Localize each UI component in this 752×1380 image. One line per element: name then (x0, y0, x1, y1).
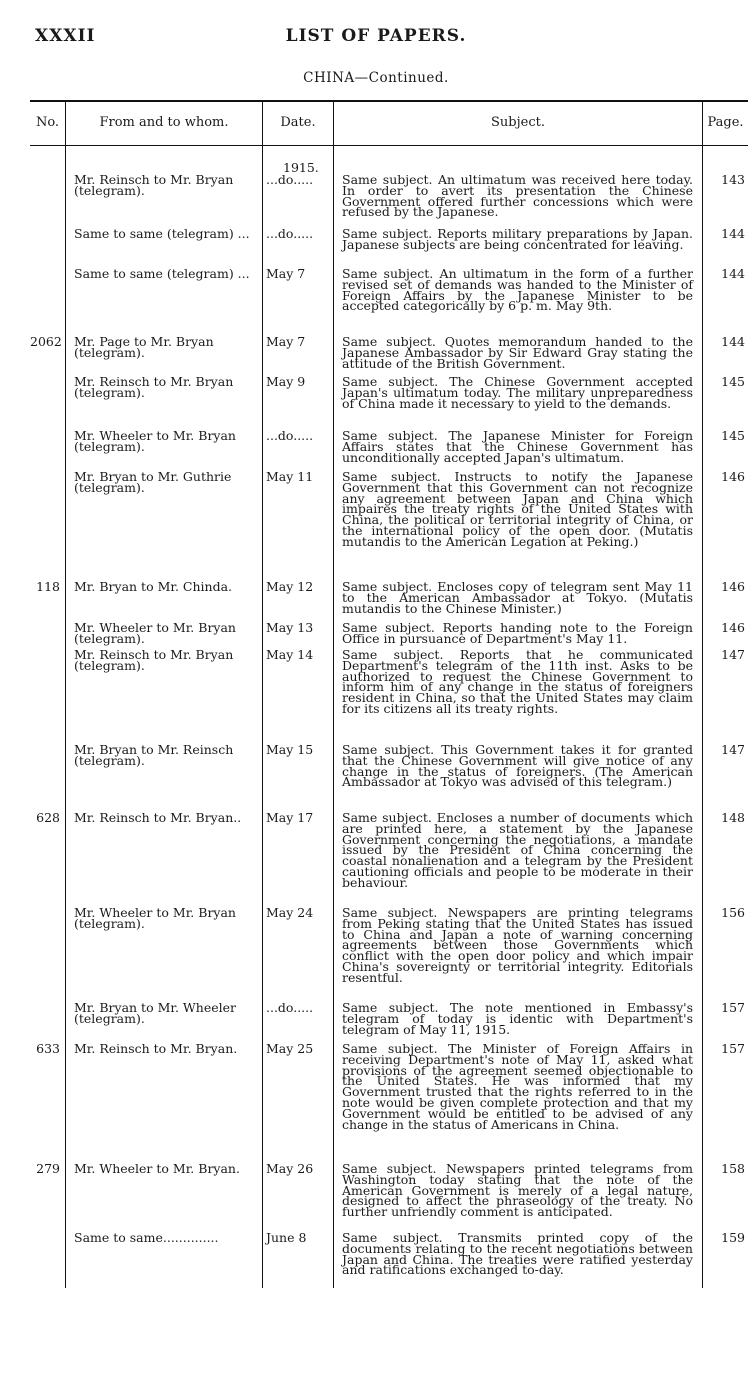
row-date: May 11 (266, 469, 314, 484)
row-subject: Same subject. Reports handing note to the Foreign Office in pursuance of Department's May 11. (342, 620, 693, 646)
row-date: May 26 (266, 1161, 314, 1176)
column-header-no: No. (35, 115, 60, 130)
row-subject: Same subject. The Minister of Foreign Affairs in receiving Department's note of May 11, asked what provisions of the agreement seemed objectionable to the United States. He was informed that my Government trusted that the rights referred to in the note would be given complete protection and that my Government would be entitled to be advised of any change in the status of Americans in China. (342, 1041, 693, 1132)
column-divider-3 (333, 101, 334, 1288)
row-page: 158 (721, 1161, 745, 1176)
row-page: 145 (721, 374, 745, 389)
row-date: ...do..... (266, 1000, 314, 1015)
row-from-to: Same to same.............. (74, 1230, 219, 1245)
row-date: May 25 (266, 1041, 314, 1056)
row-page: 157 (721, 1041, 745, 1056)
row-page: 144 (721, 226, 745, 241)
column-header-from-to: From and to whom. (99, 115, 229, 130)
row-subject: Same subject. Transmits printed copy of the documents relating to the recent negotiations between Japan and China. The treaties were ratified yesterday and ratifications exchanged to-day. (342, 1230, 693, 1278)
row-page: 159 (721, 1230, 745, 1245)
row-date: ...do..... (266, 226, 314, 241)
row-number: 279 (36, 1161, 60, 1176)
row-from-to: Mr. Bryan to Mr. Reinsch (telegram). (74, 742, 234, 768)
row-number: 2062 (30, 334, 62, 349)
row-date: May 7 (266, 266, 306, 281)
row-page: 157 (721, 1000, 745, 1015)
row-subject: Same subject. The note mentioned in Embassy's telegram of today is identic with Department's telegram of May 11, 1915. (342, 1000, 693, 1037)
column-divider-2 (262, 101, 263, 1288)
row-page: 146 (721, 620, 745, 635)
row-date: May 17 (266, 810, 314, 825)
page-title: LIST OF PAPERS. (285, 26, 467, 46)
row-from-to: Mr. Reinsch to Mr. Bryan (telegram). (74, 647, 234, 673)
row-subject: Same subject. This Government takes it for granted that the Chinese Government will give notice of any change in the status of foreigners. (The American Ambassador at Tokyo was advised of this telegram.) (342, 742, 693, 790)
row-from-to: Mr. Reinsch to Mr. Bryan.. (74, 810, 242, 825)
row-date: May 7 (266, 334, 306, 349)
row-subject: Same subject. An ultimatum was received here today. In order to avert its presentation the Chinese Government offered further concessions which were refused by the Japanese. (342, 172, 693, 220)
row-from-to: Same to same (telegram) ... (74, 266, 250, 281)
table-top-rule (30, 100, 748, 102)
row-from-to: Mr. Wheeler to Mr. Bryan (telegram). (74, 620, 236, 646)
row-page: 143 (721, 172, 745, 187)
row-date: May 9 (266, 374, 306, 389)
row-from-to: Mr. Reinsch to Mr. Bryan. (74, 1041, 238, 1056)
row-from-to: Mr. Reinsch to Mr. Bryan (telegram). (74, 172, 234, 198)
year-label: 1915. (283, 160, 319, 175)
row-subject: Same subject. The Japanese Minister for Foreign Affairs states that the Chinese Government has unconditionally accepted Japan's ultimatum. (342, 428, 693, 465)
row-from-to: Mr. Reinsch to Mr. Bryan (telegram). (74, 374, 234, 400)
column-divider-4 (702, 101, 703, 1288)
column-header-date: Date. (280, 115, 316, 130)
row-from-to: Mr. Wheeler to Mr. Bryan (telegram). (74, 428, 236, 454)
row-page: 147 (721, 742, 745, 757)
row-number: 118 (36, 579, 60, 594)
column-header-subject: Subject. (491, 115, 545, 130)
row-date: ...do..... (266, 172, 314, 187)
row-from-to: Same to same (telegram) ... (74, 226, 250, 241)
row-from-to: Mr. Page to Mr. Bryan (telegram). (74, 334, 214, 360)
row-from-to: Mr. Bryan to Mr. Guthrie (telegram). (74, 469, 232, 495)
row-number: 628 (36, 810, 60, 825)
page-number: XXXII (35, 26, 96, 46)
column-header-page: Page. (707, 115, 744, 130)
row-page: 146 (721, 469, 745, 484)
row-subject: Same subject. Encloses a number of documents which are printed here, a statement by the Japanese Government concerning the negotiations, a mandate issued by the President of China concerning the coastal nonalienation and a telegram by the President cautioning officials and people to be moderate in their behaviour. (342, 810, 693, 890)
row-number: 633 (36, 1041, 60, 1056)
row-subject: Same subject. Newspapers are printing telegrams from Peking stating that the United States has issued to China and Japan a note of warning concerning agreements between those Governments which conflict with the open door policy and which impair China's sovereignty or territorial integrity. Editorials resentful. (342, 905, 693, 985)
row-from-to: Mr. Bryan to Mr. Wheeler (telegram). (74, 1000, 236, 1026)
row-subject: Same subject. Reports military preparations by Japan. Japanese subjects are being concentrated for leaving. (342, 226, 693, 252)
row-date: May 12 (266, 579, 314, 594)
row-date: June 8 (266, 1230, 307, 1245)
row-page: 147 (721, 647, 745, 662)
row-from-to: Mr. Wheeler to Mr. Bryan. (74, 1161, 240, 1176)
row-date: May 24 (266, 905, 314, 920)
row-subject: Same subject. Instructs to notify the Japanese Government that this Government can not recognize any agreement between Japan and China which impaires the treaty rights of the United States with China, the political or territorial integrity of China, or the international policy of the open door. (Mutatis mutandis to the American Legation at Peking.) (342, 469, 693, 549)
column-divider-1 (65, 101, 66, 1288)
row-date: May 15 (266, 742, 314, 757)
row-page: 144 (721, 266, 745, 281)
row-page: 148 (721, 810, 745, 825)
section-subtitle: CHINA—Continued. (303, 70, 449, 86)
row-date: May 14 (266, 647, 314, 662)
row-subject: Same subject. An ultimatum in the form of a further revised set of demands was handed to the Minister of Foreign Affairs by the Japanese Minister to be accepted categorically by 6 p. m. May 9th. (342, 266, 693, 314)
row-date: ...do..... (266, 428, 314, 443)
row-subject: Same subject. Quotes memorandum handed to the Japanese Ambassador by Sir Edward Gray stating the attitude of the British Government. (342, 334, 693, 371)
row-page: 144 (721, 334, 745, 349)
row-subject: Same subject. The Chinese Government accepted Japan's ultimatum today. The military unpreparedness of China made it necessary to yield to the demands. (342, 374, 693, 411)
row-subject: Same subject. Encloses copy of telegram sent May 11 to the American Ambassador at Tokyo. (Mutatis mutandis to the Chinese Minister.) (342, 579, 693, 616)
row-page: 145 (721, 428, 745, 443)
row-date: May 13 (266, 620, 314, 635)
row-from-to: Mr. Wheeler to Mr. Bryan (telegram). (74, 905, 236, 931)
row-subject: Same subject. Newspapers printed telegrams from Washington today stating that the note of the American Government is merely of a legal nature, designed to affect the phraseology of the treaty. No further unfriendly comment is anticipated. (342, 1161, 693, 1220)
row-page: 146 (721, 579, 745, 594)
table-header-rule (30, 145, 748, 146)
row-page: 156 (721, 905, 745, 920)
row-from-to: Mr. Bryan to Mr. Chinda. (74, 579, 233, 594)
row-subject: Same subject. Reports that he communicated Department's telegram of the 11th inst. Asks to be authorized to request the Chinese Government to inform him of any change in the status of foreigners resident in China, so that the United States may claim for its citizens all its treaty rights. (342, 647, 693, 716)
